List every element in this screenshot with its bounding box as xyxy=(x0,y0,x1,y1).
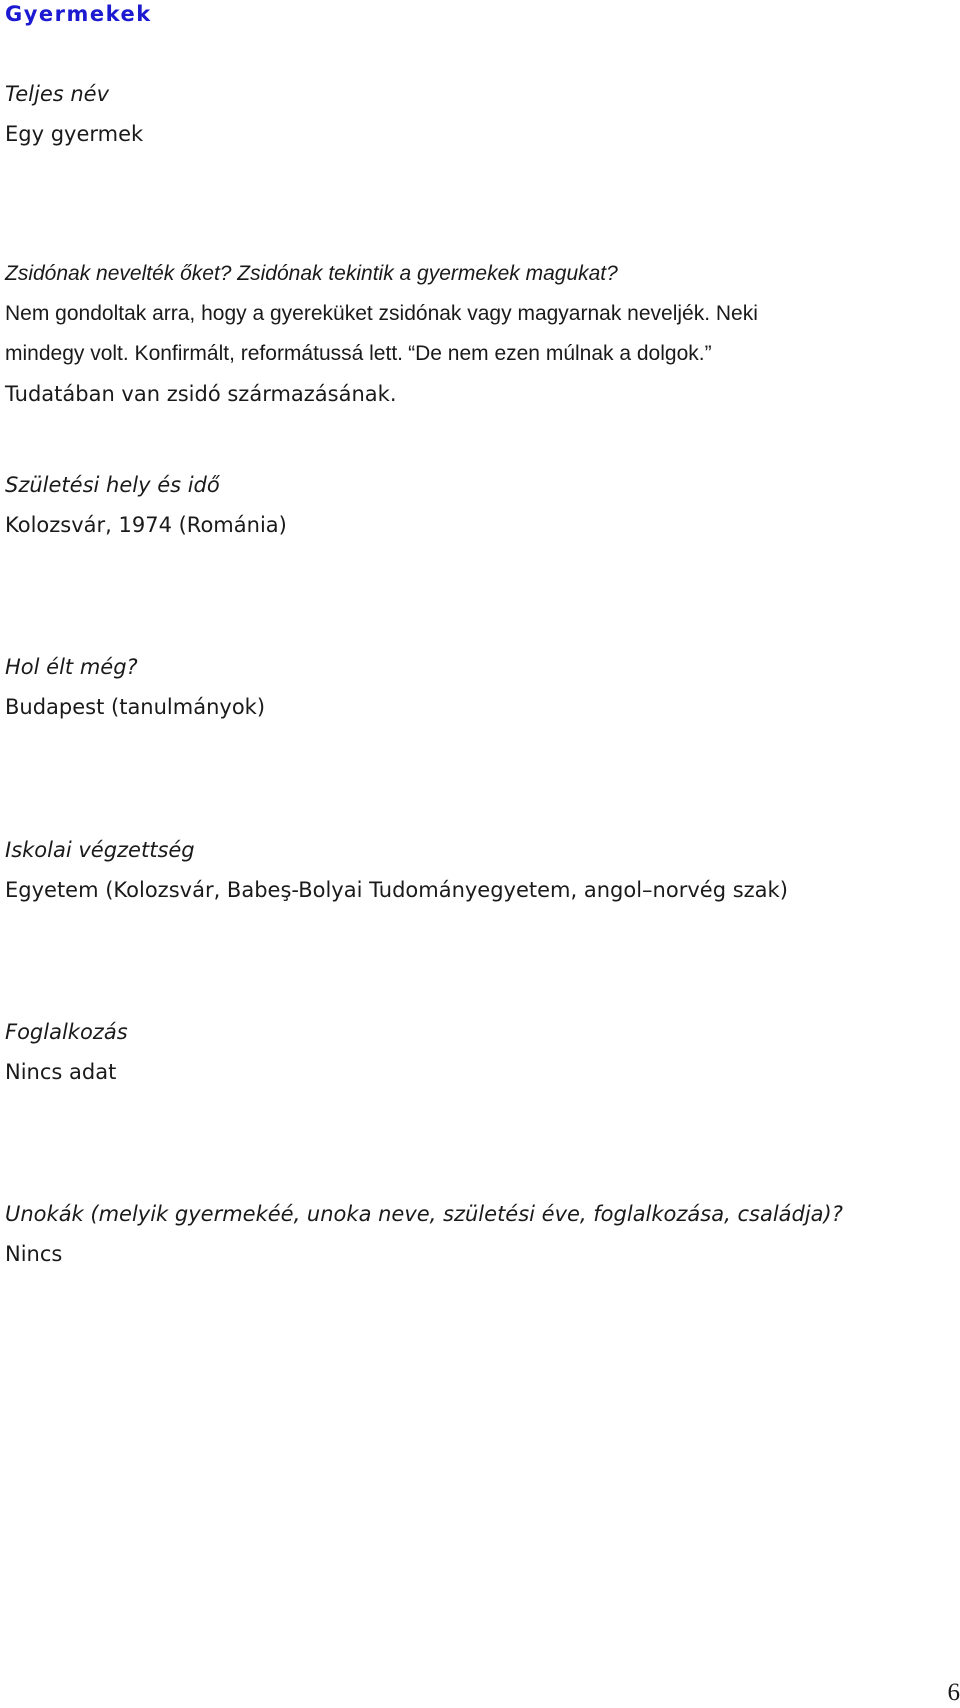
full-name-field xyxy=(5,74,945,154)
jewish-upbringing-line-1: Nem gondoltak arra, hogy a gyereküket zsidónak vagy magyarnak neveljék. Neki xyxy=(5,302,758,325)
full-name-label: Teljes név xyxy=(5,82,110,106)
birth-value: Kolozsvár, 1974 (Románia) xyxy=(5,513,287,537)
education-value: Egyetem (Kolozsvár, Babeş-Bolyai Tudományegyetem, angol–norvég szak) xyxy=(5,878,788,902)
full-name-value: Egy gyermek xyxy=(5,122,144,146)
jewish-upbringing-line-2 xyxy=(5,334,945,374)
occupation-field xyxy=(5,1012,945,1092)
jewish-upbringing-line-2a: mindegy volt. Konfirmált, reformátussá lett. xyxy=(5,342,403,365)
grandchildren-label: Unokák (melyik gyermekéé, unoka neve, születési éve, foglalkozása, családja)? xyxy=(5,1202,843,1226)
other-places-label: Hol élt még? xyxy=(5,655,138,679)
jewish-upbringing-field xyxy=(5,254,945,414)
grandchildren-value: Nincs xyxy=(5,1242,63,1266)
jewish-upbringing-line-3: Tudatában van zsidó származásának. xyxy=(5,382,397,406)
grandchildren-field xyxy=(5,1194,945,1274)
section-title: Gyermekek xyxy=(5,2,152,26)
jewish-upbringing-quote: “De nem ezen múlnak a dolgok.” xyxy=(408,342,712,365)
occupation-value: Nincs adat xyxy=(5,1060,117,1084)
page-number: 6 xyxy=(947,1679,960,1706)
education-label: Iskolai végzettség xyxy=(5,838,195,862)
birth-label: Születési hely és idő xyxy=(5,473,220,497)
education-field xyxy=(5,830,945,910)
jewish-upbringing-label: Zsidónak nevelték őket? Zsidónak tekintik a gyermekek magukat? xyxy=(5,262,618,285)
occupation-label: Foglalkozás xyxy=(5,1020,128,1044)
birth-field xyxy=(5,465,945,545)
other-places-field xyxy=(5,647,945,727)
other-places-value: Budapest (tanulmányok) xyxy=(5,695,266,719)
